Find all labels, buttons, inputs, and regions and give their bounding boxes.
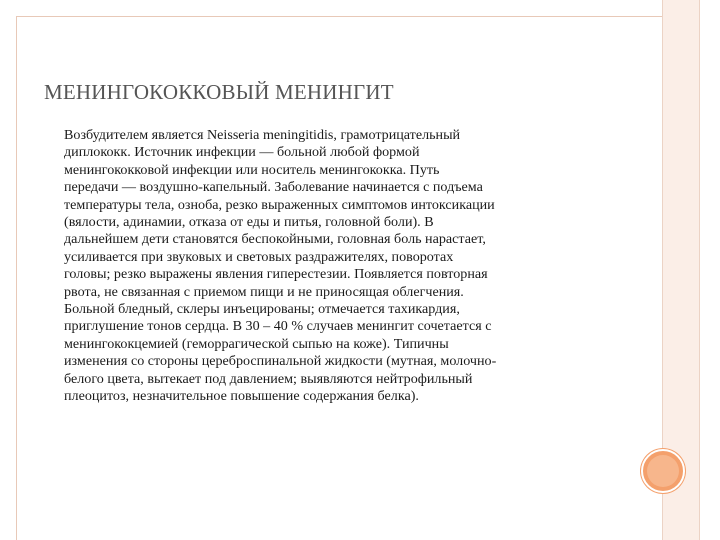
decorative-circle-icon	[641, 449, 685, 493]
body-line: плеоцитоз, незначительное повышение содержания белка).	[64, 388, 419, 405]
body-line: менингококцемией (геморрагической сыпью на коже). Типичны	[64, 335, 449, 352]
body-line: диплококк. Источник инфекции — больной любой формой	[64, 144, 420, 161]
body-line: (вялости, адинамии, отказа от еды и питья, головной боли). В	[64, 214, 434, 231]
body-line: температуры тела, озноба, резко выраженных симптомов интоксикации	[64, 196, 495, 213]
body-line: Больной бледный, склеры инъецированы; отмечается тахикардия,	[64, 301, 460, 318]
body-line: дальнейшем дети становятся беспокойными, головная боль нарастает,	[64, 231, 486, 248]
body-line: головы; резко выражены явления гиперестезии. Появляется повторная	[64, 266, 488, 283]
body-paragraph	[64, 127, 622, 406]
body-line: изменения со стороны цереброспинальной жидкости (мутная, молочно-	[64, 353, 497, 370]
body-line: Возбудителем является Neisseria meningitidis, грамотрицательный	[64, 127, 461, 143]
body-line: менингококковой инфекции или носитель менингококка. Путь	[64, 161, 440, 178]
body-line: рвота, не связанная с приемом пищи и не приносящая облегчения.	[64, 283, 464, 300]
body-line: передачи — воздушно-капельный. Заболевание начинается с подъема	[64, 179, 483, 196]
body-line: приглушение тонов сердца. В 30 – 40 % случаев менингит сочетается с	[64, 318, 492, 335]
slide-title: МЕНИНГОКОККОВЫЙ МЕНИНГИТ	[44, 80, 394, 104]
body-line: усиливается при звуковых и световых раздражителях, поворотах	[64, 248, 454, 265]
body-line: белого цвета, вытекает под давлением; выявляются нейтрофильный	[64, 370, 473, 387]
